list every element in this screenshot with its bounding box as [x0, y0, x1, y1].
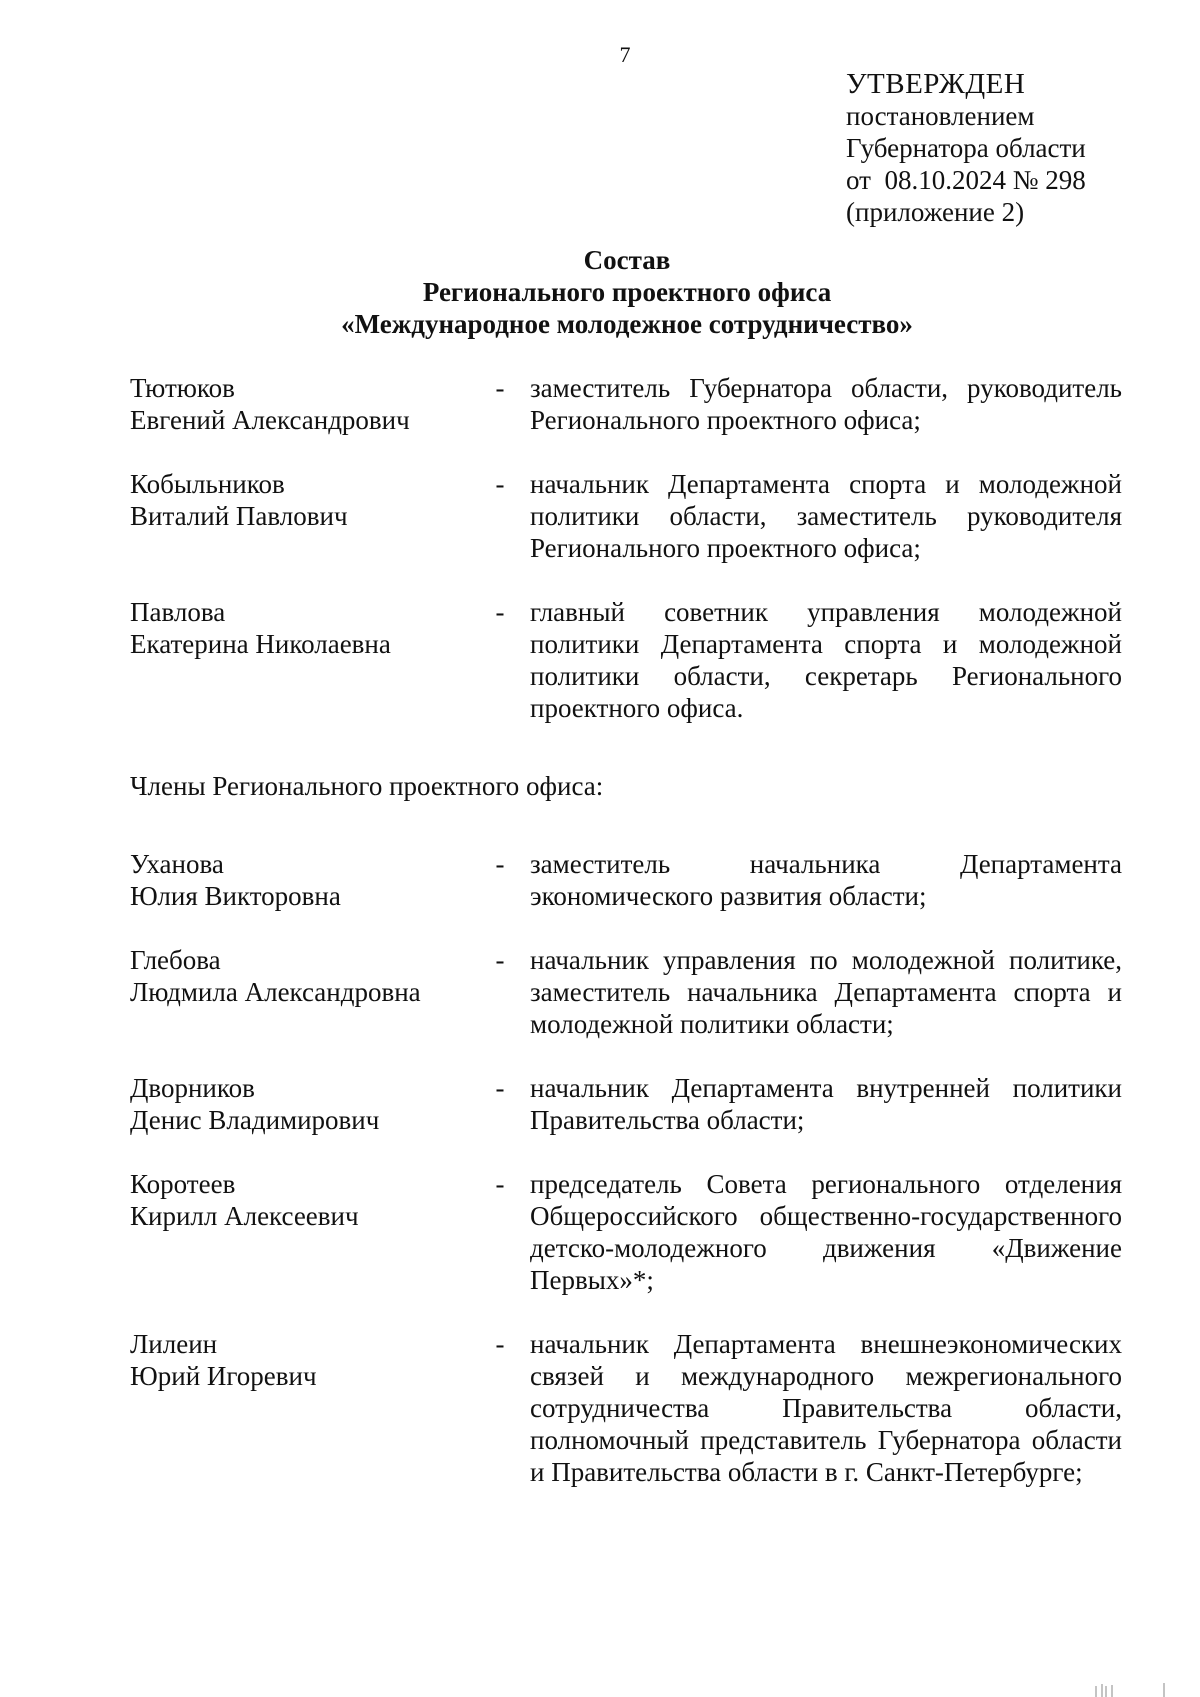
member-surname: Кобыльников: [130, 469, 285, 499]
dash-separator: -: [495, 945, 505, 975]
member-entry: [130, 1328, 1122, 1488]
member-role: заместитель Губернатора области, руководитель Регионального проектного офиса;: [530, 373, 1122, 435]
title-line: Состав: [583, 245, 671, 275]
approval-appendix: (приложение 2): [846, 197, 1025, 227]
member-name: [130, 1072, 470, 1136]
member-entry: [130, 596, 1122, 724]
member-given-name: Денис Владимирович: [130, 1105, 380, 1135]
member-given-name: Людмила Александровна: [130, 977, 421, 1007]
title-line: «Международное молодежное сотрудничество»: [341, 309, 913, 339]
document-title: [0, 244, 1200, 340]
approval-date-number: от 08.10.2024 № 298: [846, 165, 1086, 195]
approval-line: Губернатора области: [846, 133, 1086, 163]
member-given-name: Виталий Павлович: [130, 501, 348, 531]
member-name: [130, 1328, 470, 1392]
member-surname: Дворников: [130, 1073, 255, 1103]
member-name: [130, 468, 470, 532]
dash-separator: -: [495, 1073, 505, 1103]
member-role: начальник Департамента внутренней политики Правительства области;: [530, 1073, 1122, 1135]
member-given-name: Юрий Игоревич: [130, 1361, 317, 1391]
member-surname: Глебова: [130, 945, 221, 975]
member-name: [130, 372, 470, 436]
member-surname: Лилеин: [130, 1329, 218, 1359]
member-role: начальник управления по молодежной политике, заместитель начальника Департамента спорта и молодежной политики области;: [530, 945, 1122, 1039]
dash-separator: -: [495, 1329, 505, 1359]
scan-mark-artifact: [1090, 1680, 1170, 1697]
composition-list: [130, 372, 1122, 1488]
member-surname: Павлова: [130, 597, 226, 627]
member-given-name: Евгений Александрович: [130, 405, 410, 435]
member-name: [130, 848, 470, 912]
member-name: [130, 1168, 470, 1232]
member-given-name: Юлия Викторовна: [130, 881, 341, 911]
member-surname: Уханова: [130, 849, 224, 879]
member-name: [130, 944, 470, 1008]
member-role: главный советник управления молодежной политики Департамента спорта и молодежной политики области, секретарь Регионального проектного офиса.: [530, 597, 1122, 723]
member-entry: [130, 944, 1122, 1040]
approval-stamp: [846, 68, 1086, 228]
member-entry: [130, 1072, 1122, 1136]
approval-line: постановлением: [846, 101, 1035, 131]
member-role: начальник Департамента спорта и молодежной политики области, заместитель руководителя Регионального проектного офиса;: [530, 469, 1122, 563]
dash-separator: -: [495, 373, 505, 403]
dash-separator: -: [495, 597, 505, 627]
member-given-name: Кирилл Алексеевич: [130, 1201, 359, 1231]
member-role: начальник Департамента внешнеэкономических связей и международного межрегионального сотрудничества Правительства области, полномочный представитель Губернатора области и Правительства области в г. Санкт-Петербурге;: [530, 1329, 1122, 1487]
member-role: заместитель начальника Департамента экономического развития области;: [530, 849, 1122, 911]
member-role: председатель Совета регионального отделения Общероссийского общественно-государственного детско-молодежного движения «Движение Первых»*;: [530, 1169, 1122, 1295]
approval-title: УТВЕРЖДЕН: [846, 68, 1026, 100]
dash-separator: -: [495, 469, 505, 499]
members-heading: Члены Регионального проектного офиса:: [130, 771, 604, 801]
member-name: [130, 596, 470, 660]
member-given-name: Екатерина Николаевна: [130, 629, 391, 659]
dash-separator: -: [495, 849, 505, 879]
dash-separator: -: [495, 1169, 505, 1199]
member-entry: [130, 372, 1122, 436]
member-surname: Коротеев: [130, 1169, 236, 1199]
page-number: 7: [619, 42, 631, 67]
member-surname: Тютюков: [130, 373, 235, 403]
member-entry: [130, 468, 1122, 564]
title-line: Регионального проектного офиса: [422, 277, 832, 307]
member-entry: [130, 1168, 1122, 1296]
member-entry: [130, 848, 1122, 912]
